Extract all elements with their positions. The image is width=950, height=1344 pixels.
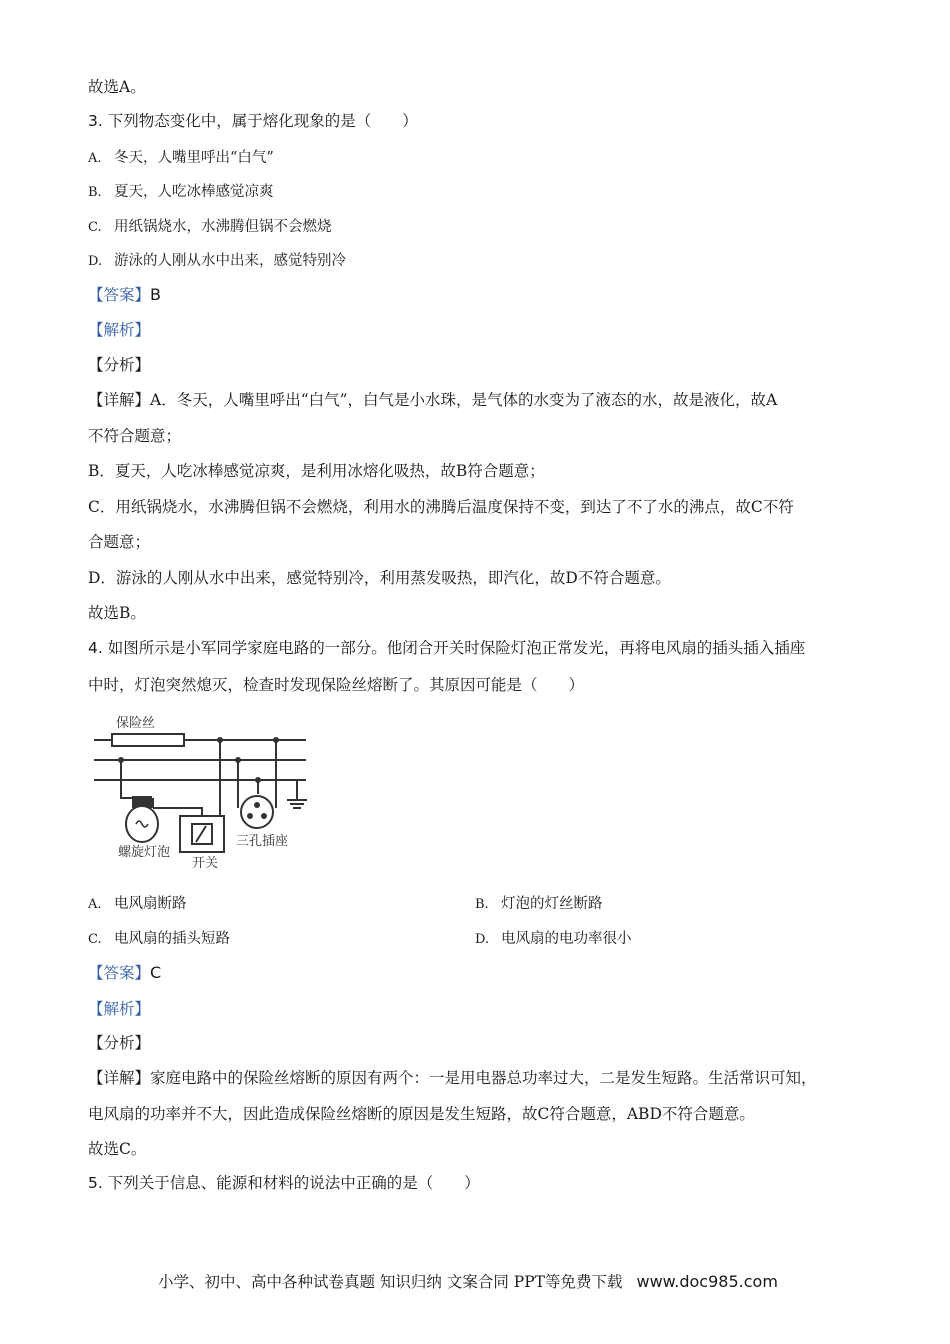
q3-fenxi-tag: 【分析】 [88,356,151,374]
question-3-stem [88,111,418,131]
q3-detail-line-6: D．游泳的人刚从水中出来，感觉特别冷，利用蒸发吸热，即汽化，故D不符合题意。 [88,569,671,587]
footer-link[interactable]: www.doc985.com [636,1272,778,1291]
circuit-diagram [94,712,334,872]
q4-option-b: B. 灯泡的灯丝断路 [475,896,603,912]
q3-detail-line-3: B．夏天，人吃冰棒感觉凉爽，是利用冰熔化吸热，故B符合题意； [88,462,545,480]
q4-conclusion: 故选C。 [88,1140,147,1158]
q4-option-a: A. 电风扇断路 [88,896,187,912]
q4-option-c: C. 电风扇的插头短路 [88,931,230,947]
switch-label: 开关 [192,856,219,871]
question-number: 5. [88,1174,103,1192]
q3-detail-line-2: 不符合题意； [88,427,182,445]
bulb-label: 螺旋灯泡 [118,845,171,860]
socket-label: 三孔插座 [236,834,289,849]
q3-detail-line-1: 【详解】A．冬天，人嘴里呼出“白气”，白气是小水珠，是气体的水变为了液态的水，故是液化，故A [88,391,778,409]
question-text: 下列物态变化中，属于熔化现象的是（ ） [107,112,418,130]
answer-tag: 【答案】 [88,286,151,304]
question-number: 3. [88,112,103,130]
q3-option-d: D. 游泳的人刚从水中出来，感觉特别冷 [88,253,346,269]
fuse-label: 保险丝 [116,716,156,731]
question-4-stem-line-2: 中时，灯泡突然熄灭，检查时发现保险丝熔断了。其原因可能是（ ） [88,676,585,694]
q4-answer [88,963,161,983]
q3-detail-line-4: C．用纸锅烧水，水沸腾但锅不会燃烧，利用水的沸腾后温度保持不变，到达了不了水的沸点，故C不符 [88,498,794,516]
detail-tag: 【详解】 [88,1069,151,1087]
q3-answer [88,285,161,305]
fuse [112,734,184,746]
q3-detail-line-5: 合题意； [88,533,151,551]
question-5-stem [88,1173,480,1193]
q4-fenxi-tag: 【分析】 [88,1034,151,1052]
answer-value: C [150,963,162,982]
q3-conclusion: 故选B。 [88,604,146,622]
three-hole-socket-icon [241,796,273,828]
detail-tag: 【详解】 [88,391,151,409]
footer-text: 小学、初中、高中各种试卷真题 知识归纳 文案合同 PPT等免费下载 [158,1273,623,1291]
question-number: 4. [88,639,103,657]
q3-option-b: B. 夏天，人吃冰棒感觉凉爽 [88,184,274,200]
q4-detail-line-2: 电风扇的功率并不大，因此造成保险丝熔断的原因是发生短路，故C符合题意，ABD不符合题意。 [88,1105,755,1123]
q3-option-c: C. 用纸锅烧水，水沸腾但锅不会燃烧 [88,219,332,235]
q3-analysis-tag: 【解析】 [88,321,151,339]
previous-answer-conclusion: 故选A。 [88,78,146,96]
answer-value: B [150,285,161,304]
q4-detail-line-1: 【详解】家庭电路中的保险丝熔断的原因有两个：一是用电器总功率过大，二是发生短路。生活常识可知， [88,1069,817,1087]
q4-option-d: D. 电风扇的电功率很小 [475,931,632,947]
question-4-stem-line-1: 4. 如图所示是小军同学家庭电路的一部分。他闭合开关时保险灯泡正常发光，再将电风扇的插头插入插座 [88,639,806,657]
page-footer [158,1270,778,1292]
q4-analysis-tag: 【解析】 [88,1000,151,1018]
q3-option-a: A. 冬天，人嘴里呼出“白气” [88,150,274,166]
question-text: 下列关于信息、能源和材料的说法中正确的是（ ） [107,1174,480,1192]
answer-tag: 【答案】 [88,964,151,982]
